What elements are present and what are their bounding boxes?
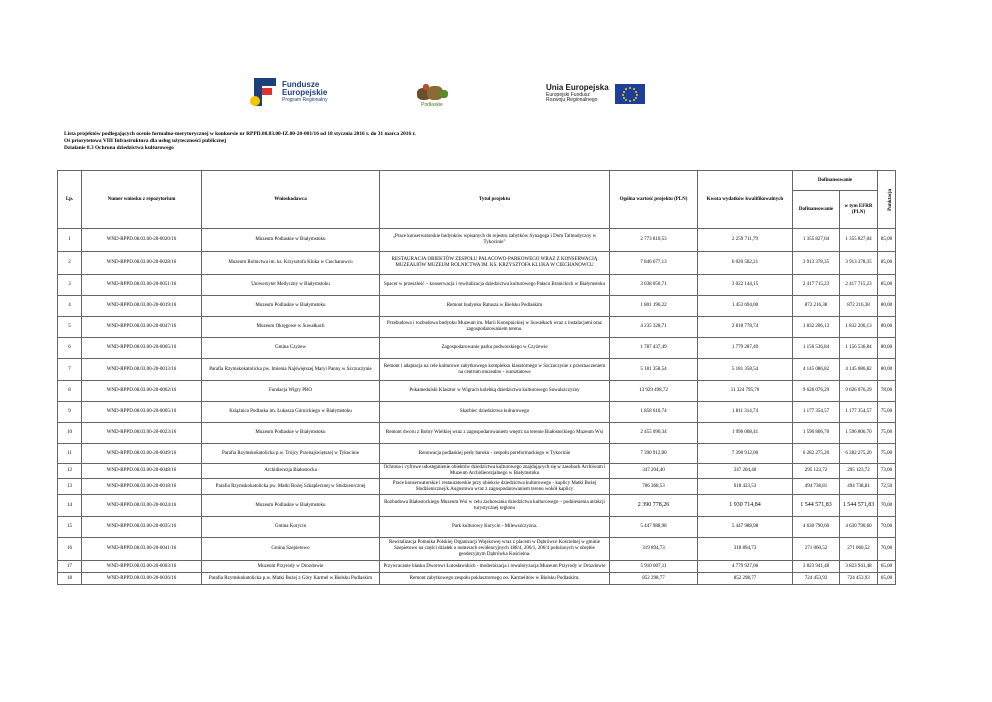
ue-line3: Rozwoju Regionalnego	[546, 97, 598, 104]
cell-number: WND-RPPD.08.03.00-20-0023/16	[82, 423, 202, 444]
cell-points: 70,00	[878, 517, 896, 538]
table-row	[58, 573, 896, 585]
cell-eligible: 5 447 988,98	[698, 517, 793, 538]
cell-points: 85,00	[878, 252, 896, 275]
cell-title: „Prace konserwatorskie budynków wpisanych do rejestru zabytków Synagoga i Dom Talmudyczny w Tykocinie"	[380, 229, 610, 252]
cell-title: Renowacja podlaskiej perły baroku - zespołu poreformackiego w Tykocinie	[380, 444, 610, 464]
cell-number: WND-RPPD.08.03.00-20-0047/16	[82, 317, 202, 338]
cell-applicant: Książnica Podlaska im. Łukasza Górnickiego w Białymstoku	[202, 402, 380, 423]
cell-applicant: Gmina Czyżew	[202, 338, 380, 359]
cell-total: 1 801 196,22	[610, 296, 698, 317]
cell-total: 5 447 988,98	[610, 517, 698, 538]
cell-lp: 15	[58, 517, 82, 538]
cell-efrr: 3 823 941,48	[840, 561, 878, 573]
cell-applicant: Muzeum Rolnictwa im. ks. Krzysztofa Kluka w Ciechanowcu	[202, 252, 380, 275]
header-number: Numer wniosku z repozytorium	[82, 171, 202, 229]
cell-lp: 4	[58, 296, 82, 317]
cell-title: Pokamedulski Klasztor w Wigrach kolebką dziedzictwa kulturowego Suwalszczyzny	[380, 381, 610, 402]
cell-applicant: Gmina Szepietowo	[202, 538, 380, 561]
cell-number: WND-RPPD.08.03.00-20-0019/16	[82, 296, 202, 317]
fundusze-europejskie-logo	[250, 78, 328, 106]
cell-points: 65,00	[878, 561, 896, 573]
logo-bar	[250, 78, 670, 116]
cell-applicant: Parafia Rzymskokatolicka pw. Matki Bożej Szkaplerznej w Studzienicznej	[202, 479, 380, 495]
table-row	[58, 338, 896, 359]
cell-funding: 6 282 275,20	[793, 444, 840, 464]
cell-title: Przebudowa i rozbudowa budynku Muzeum im. Marii Konopnickiej w Suwałkach wraz z instalacjami oraz zagospodarowaniem terenu.	[380, 317, 610, 338]
cell-points: 72,50	[878, 479, 896, 495]
heading-line2: Oś priorytetowa VIII Infrastruktura dla usług użyteczności publicznej	[64, 138, 227, 145]
cell-applicant: Gmina Korycin	[202, 517, 380, 538]
cell-applicant: Fundacja Wigry PRO	[202, 381, 380, 402]
unia-europejska-logo	[546, 84, 645, 104]
cell-number: WND-RPPD.08.03.00-20-0051/16	[82, 275, 202, 296]
cell-eligible: 1 779 287,49	[698, 338, 793, 359]
cell-lp: 14	[58, 495, 82, 517]
cell-funding: 2 417 715,23	[793, 275, 840, 296]
cell-eligible: 2 818 778,74	[698, 317, 793, 338]
cell-eligible: 7 390 912,00	[698, 444, 793, 464]
cell-title: Remont i adaptacja na cele kulturowe zabytkowego kompleksu klasztornego w Szczuczynie z przeznaczeniem na centrum muzealno - warsztatowe	[380, 359, 610, 381]
cell-efrr: 9 626 076,29	[840, 381, 878, 402]
cell-points: 70,00	[878, 495, 896, 517]
cell-title: Spacer w przeszłość – konserwacja i rewitalizacja dziedzictwa kulturowego Pałacu Branickich w Białymstoku	[380, 275, 610, 296]
cell-total: 1 787 437,49	[610, 338, 698, 359]
cell-eligible: 11 324 795,70	[698, 381, 793, 402]
header-title: Tytuł projektu	[380, 171, 610, 229]
cell-total: 5 910 007,11	[610, 561, 698, 573]
cell-applicant: Uniwersytet Medyczny w Białymstoku	[202, 275, 380, 296]
cell-points: 80,00	[878, 317, 896, 338]
bison-icon	[415, 84, 449, 102]
cell-number: WND-RPPD.08.03.00-20-0005/16	[82, 402, 202, 423]
ue-line1: Unia Europejska	[546, 83, 609, 93]
table-row	[58, 495, 896, 517]
cell-title: Rewitalizacja Pomnika Polskiej Organizacji Wojskowej wraz z placem w Dąbrówce Kościelnej w gminie Szepietowo na części działek o numerach ewidencyjnych 188/4, 206/1, 206/4 położonych w obrębie geodezyjnym Dąbrówka Kościelna.	[380, 538, 610, 561]
cell-efrr: 1 596 806,70	[840, 423, 878, 444]
table-row	[58, 252, 896, 275]
projects-table	[57, 170, 896, 585]
table-row	[58, 444, 896, 464]
fe-line1: Fundusze	[282, 79, 320, 89]
cell-title: Przywracanie blasku Dworowi Łutosławskich - modernizacja i rewaloryzacja Muzeum Przyrody w Drozdowie	[380, 561, 610, 573]
cell-applicant: Parafia Rzymskokatolicka p.w. Matki Bożej z Góry Karmel w Bielsku Podlaskim	[202, 573, 380, 585]
heading-line3: Działanie 8.3 Ochrona dziedzictwa kulturowego	[64, 145, 174, 152]
cell-total: 706 368,53	[610, 479, 698, 495]
cell-eligible: 1 930 714,84	[698, 495, 793, 517]
cell-title: Remont dworu z Bobry Wielkiej wraz z zagospodarowaniem wnętrz na terenie Białostockiego Muzeum Wsi	[380, 423, 610, 444]
cell-total: 13 929 498,72	[610, 381, 698, 402]
cell-total: 1 858 610,74	[610, 402, 698, 423]
cell-funding: 4 630 790,60	[793, 517, 840, 538]
cell-lp: 1	[58, 229, 82, 252]
cell-funding: 271 060,52	[793, 538, 840, 561]
cell-funding: 1 832 206,13	[793, 317, 840, 338]
cell-applicant: Archidiecezja Białostocka	[202, 464, 380, 479]
cell-lp: 8	[58, 381, 82, 402]
header-funding: Dofinansowanie	[793, 191, 840, 229]
table-row	[58, 317, 896, 338]
cell-applicant: Muzeum Przyrody w Drozdowie	[202, 561, 380, 573]
table-row	[58, 275, 896, 296]
cell-number: WND-RPPD.08.03.00-20-0024/16	[82, 495, 202, 517]
cell-points: 75,00	[878, 402, 896, 423]
cell-efrr: 1 177 354,57	[840, 402, 878, 423]
document-heading	[64, 131, 416, 152]
cell-lp: 6	[58, 338, 82, 359]
cell-funding: 1 544 571,83	[793, 495, 840, 517]
cell-number: WND-RPPD.08.03.00-20-0013/16	[82, 359, 202, 381]
cell-number: WND-RPPD.08.03.00-20-0036/16	[82, 573, 202, 585]
cell-eligible: 5 181 358,54	[698, 359, 793, 381]
cell-points: 75,00	[878, 444, 896, 464]
cell-efrr: 1 355 827,04	[840, 229, 878, 252]
cell-lp: 2	[58, 252, 82, 275]
header-lp: Lp.	[58, 171, 82, 229]
cell-applicant: Muzeum Podlaskie w Białymstoku	[202, 423, 380, 444]
cell-efrr: 724 453,93	[840, 573, 878, 585]
cell-number: WND-RPPD.08.03.00-20-0018/16	[82, 479, 202, 495]
cell-funding: 1 156 536,84	[793, 338, 840, 359]
cell-title: Zagospodarowanie parku podworskiego w Czyżewie	[380, 338, 610, 359]
cell-funding: 295 123,72	[793, 464, 840, 479]
cell-points: 75,00	[878, 423, 896, 444]
cell-funding: 1 596 806,70	[793, 423, 840, 444]
cell-efrr: 2 417 715,23	[840, 275, 878, 296]
cell-title: Ochrona i cyfrowe udostępnienie obiektów dziedzictwa kulturowego znajdujących się w zasobach Archiwum i Muzeum Archidiecezjalnego w Białymstoku	[380, 464, 610, 479]
cell-title: Remont zabytkowego zespołu poklasztornego oo. Karmelitów w Bielsku Podlaskim.	[380, 573, 610, 585]
cell-funding: 4 145 086,82	[793, 359, 840, 381]
cell-efrr: 4 145 086,82	[840, 359, 878, 381]
fe-line3: Program Regionalny	[282, 96, 328, 103]
cell-points: 80,00	[878, 338, 896, 359]
cell-total: 2 390 778,26	[610, 495, 698, 517]
cell-eligible: 318 894,73	[698, 538, 793, 561]
cell-lp: 7	[58, 359, 82, 381]
cell-total: 3 038 050,71	[610, 275, 698, 296]
cell-efrr: 494 738,81	[840, 479, 878, 495]
cell-applicant: Muzeum Okręgowe w Suwałkach	[202, 317, 380, 338]
cell-total: 319 894,73	[610, 538, 698, 561]
cell-title: Rozbudowa Białostockiego Muzeum Wsi w celu zachowania dziedzictwa kulturowego – podniesienia atrakcji turystycznej regionu	[380, 495, 610, 517]
cell-eligible: 1 996 008,41	[698, 423, 793, 444]
cell-efrr: 1 156 536,84	[840, 338, 878, 359]
cell-efrr: 4 630 790,60	[840, 517, 878, 538]
cell-lp: 16	[58, 538, 82, 561]
header-points: Punktacja	[878, 171, 896, 229]
cell-lp: 17	[58, 561, 82, 573]
cell-lp: 13	[58, 479, 82, 495]
cell-efrr: 1 544 571,83	[840, 495, 878, 517]
cell-title: Prace konserwatorskie i restauratorskie przy obiekcie dziedzictwa kulturowego - kaplicy Matki Bożej Studzienicznej/k.Augustowa wraz z zagospodarowaniem terenu wokół kaplicy	[380, 479, 610, 495]
cell-total: 5 181 358,54	[610, 359, 698, 381]
cell-points: 70,00	[878, 538, 896, 561]
cell-applicant: Muzeum Podlaskie w Białymstoku	[202, 229, 380, 252]
cell-funding: 724 453,93	[793, 573, 840, 585]
cell-lp: 10	[58, 423, 82, 444]
cell-funding: 1 355 827,04	[793, 229, 840, 252]
cell-points: 78,00	[878, 381, 896, 402]
cell-funding: 3 823 941,48	[793, 561, 840, 573]
cell-lp: 9	[58, 402, 82, 423]
cell-eligible: 347 204,40	[698, 464, 793, 479]
cell-total: 7 846 677,13	[610, 252, 698, 275]
table-row	[58, 561, 896, 573]
cell-eligible: 618 423,53	[698, 479, 793, 495]
table-row	[58, 479, 896, 495]
eu-flag-icon	[615, 84, 645, 104]
cell-funding: 9 626 076,29	[793, 381, 840, 402]
cell-points: 80,00	[878, 296, 896, 317]
cell-total: 852 298,77	[610, 573, 698, 585]
table-body	[58, 229, 896, 585]
cell-lp: 3	[58, 275, 82, 296]
table-row	[58, 402, 896, 423]
cell-number: WND-RPPD.08.03.00-20-0028/16	[82, 252, 202, 275]
table-row	[58, 423, 896, 444]
cell-eligible: 3 022 144,15	[698, 275, 793, 296]
cell-lp: 12	[58, 464, 82, 479]
cell-applicant: Parafia Rzymskokatolicka p.w. Trójcy Przenajświętszej w Tykocinie	[202, 444, 380, 464]
cell-efrr: 6 282 275,20	[840, 444, 878, 464]
cell-eligible: 2 259 711,79	[698, 229, 793, 252]
cell-points: 73,00	[878, 464, 896, 479]
cell-total: 4 235 328,71	[610, 317, 698, 338]
cell-number: WND-RPPD.08.03.00-20-0065/16	[82, 338, 202, 359]
table-row	[58, 464, 896, 479]
podlaskie-text: Podlaskie	[421, 102, 443, 108]
cell-number: WND-RPPD.08.03.00-20-0041/16	[82, 538, 202, 561]
cell-number: WND-RPPD.08.03.00-20-0048/16	[82, 464, 202, 479]
cell-funding: 1 177 354,57	[793, 402, 840, 423]
cell-applicant: Muzeum Podlaskie w Białymstoku	[202, 495, 380, 517]
header-total: Ogólna wartość projektu (PLN)	[610, 171, 698, 229]
fe-line2: Europejskie	[282, 88, 328, 98]
cell-lp: 11	[58, 444, 82, 464]
cell-total: 2 773 810,53	[610, 229, 698, 252]
cell-funding: 3 913 378,35	[793, 252, 840, 275]
cell-eligible: 6 020 582,21	[698, 252, 793, 275]
table-row	[58, 359, 896, 381]
cell-eligible: 852 298,77	[698, 573, 793, 585]
cell-eligible: 1 453 694,00	[698, 296, 793, 317]
cell-points: 80,00	[878, 359, 896, 381]
fe-mark-icon	[250, 78, 276, 106]
header-applicant: Wnioskodawca	[202, 171, 380, 229]
header-efrr: w tym EFRR (PLN)	[840, 191, 878, 229]
table-row	[58, 296, 896, 317]
cell-applicant: Muzeum Podlaskie w Białymstoku	[202, 296, 380, 317]
table-row	[58, 229, 896, 252]
cell-efrr: 3 913 378,35	[840, 252, 878, 275]
table-row	[58, 538, 896, 561]
cell-funding: 872 216,38	[793, 296, 840, 317]
cell-number: WND-RPPD.08.03.00-20-0020/16	[82, 229, 202, 252]
cell-title: RESTAURACJA OBIEKTÓW ZESPOŁU PAŁACOWO-PARKOWEGO WRAZ Z KONSERWACJĄ MUZEALIÓW MUZEUM ROLNICTWA IM. KS. KRZYSZTOFA KLUKA W CIECHANOWCU	[380, 252, 610, 275]
cell-applicant: Parafia Rzymskokatolicka pw. Imienia Najświętszej Maryi Panny w Szczuczynie	[202, 359, 380, 381]
cell-lp: 5	[58, 317, 82, 338]
podlaskie-logo	[406, 84, 458, 108]
table-row	[58, 517, 896, 538]
cell-efrr: 271 060,52	[840, 538, 878, 561]
cell-title: Skarbiec dziedzictwa kulturowego	[380, 402, 610, 423]
cell-eligible: 1 811 314,74	[698, 402, 793, 423]
cell-efrr: 1 832 206,13	[840, 317, 878, 338]
header-funding-group: Dofinansowanie	[793, 171, 878, 191]
cell-number: WND-RPPD.08.03.00-20-0003/16	[82, 561, 202, 573]
cell-number: WND-RPPD.08.03.00-20-0062/16	[82, 381, 202, 402]
cell-points: 85,00	[878, 229, 896, 252]
cell-title: Park kulturowy Korycin - Milewszczyzna.	[380, 517, 610, 538]
cell-total: 2 455 090,34	[610, 423, 698, 444]
heading-line1: Lista projektów podlegających ocenie formalno-merytorycznej w konkursie nr RPPD.08.03.00-IZ.00-20-001/16 od 18 stycznia 2016 r. do 31 marca 2016 r.	[64, 131, 416, 137]
cell-number: WND-RPPD.08.03.00-20-0035/16	[82, 517, 202, 538]
cell-total: 347 204,40	[610, 464, 698, 479]
cell-funding: 494 738,81	[793, 479, 840, 495]
cell-title: Remont budynku Ratusza w Bielsku Podlaskim	[380, 296, 610, 317]
cell-lp: 18	[58, 573, 82, 585]
cell-total: 7 390 912,00	[610, 444, 698, 464]
cell-number: WND-RPPD.08.03.00-20-0049/16	[82, 444, 202, 464]
header-eligible: Kwota wydatków kwalifikowalnych	[698, 171, 793, 229]
table-row	[58, 381, 896, 402]
cell-points: 65,00	[878, 573, 896, 585]
cell-points: 85,00	[878, 275, 896, 296]
cell-efrr: 295 123,72	[840, 464, 878, 479]
ue-line2: Europejski Fundusz	[546, 91, 590, 98]
cell-efrr: 872 216,38	[840, 296, 878, 317]
cell-eligible: 4 779 927,06	[698, 561, 793, 573]
